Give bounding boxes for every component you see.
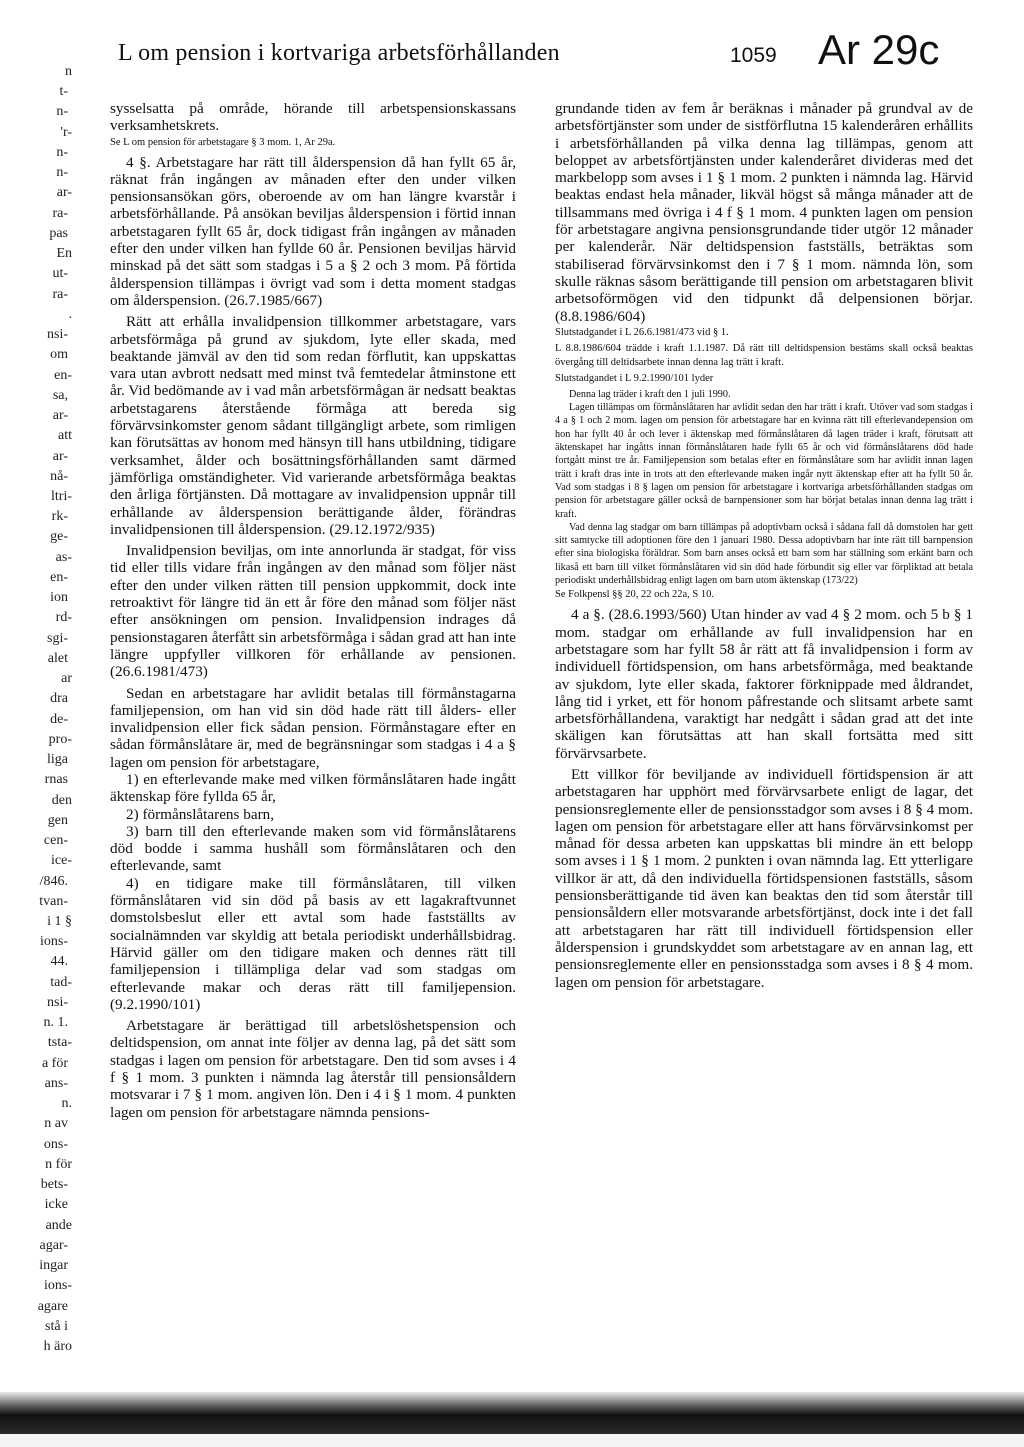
margin-fragment: en- [50, 569, 68, 585]
reference-note: Slutstadgandet i L 26.6.1981/473 vid § 1. [555, 326, 729, 338]
margin-fragment: ar- [56, 185, 72, 201]
list-item: 1) en efterlevande make med vilken förmånslåtaren hade ingått äktenskap före fyllda 65 år, [110, 770, 516, 806]
margin-fragment: agar- [39, 1237, 68, 1253]
margin-fragment: ltri- [51, 489, 72, 504]
margin-fragment: den [51, 792, 72, 808]
margin-fragment: sa, [52, 387, 68, 403]
margin-fragment: ans- [44, 1075, 68, 1091]
margin-fragment: n. 1. [43, 1015, 68, 1031]
scan-edge-margin [0, 1434, 1024, 1447]
margin-fragment: n- [56, 165, 68, 181]
margin-fragment: pas [49, 225, 68, 241]
margin-fragment: stå i [45, 1318, 68, 1334]
reference-note: Se Folkpensl §§ 20, 22 och 22a, S 10. [555, 589, 714, 601]
margin-fragment: 44. [50, 954, 68, 970]
margin-fragment: n för [45, 1156, 72, 1172]
margin-fragment: agare [37, 1298, 68, 1314]
margin-fragment: om [50, 347, 68, 363]
margin-fragment: ons- [43, 1136, 68, 1152]
margin-fragment: tvan- [39, 893, 68, 909]
paragraph: sysselsatta på område, hörande till arbetspensionskassans verksamhetskrets. [110, 100, 516, 135]
paragraph: grundande tiden av fem år beräknas i månader på grundval av de arbetsförtjänster som under de sistförflutna 15 kalenderåren erhållits i arbetsförhållanden på vilka denna lag tillämpas, genom att beloppet av arbetsförtjänsten under kalenderåret divideras med det markbelopp som avses i 1 § 1 mom. 2 punkten i nämnda lag. Härvid beaktas endast hela månader, likväl högst så många månader att de tillsammans med övriga i 4 f § 1 mom. 4 punkten lagen om pension för arbetstagare angivna pensionsgrundande tider utgör 12 månader per kalenderår. När deltidspension fastställs, beträktas som stabiliserad förvärvsinkomst den i 7 § 1 mom. nämnda lön, som skulle räknas såsom berättigande till pension om arbetstagaren blivit arbetsoförmögen vid den tidpunkt då delpensionen börjar. (8.8.1986/604) [555, 100, 973, 325]
margin-fragment: icke [44, 1197, 68, 1213]
margin-fragment: ra- [52, 205, 68, 221]
margin-fragment: tsta- [47, 1035, 72, 1051]
margin-fragment: ice- [51, 853, 72, 869]
margin-fragment: n. [61, 1096, 72, 1112]
margin-fragment: i 1 § [47, 914, 72, 929]
margin-fragment: ion [50, 590, 68, 606]
margin-fragment: pro- [48, 731, 72, 747]
margin-fragment: /846. [39, 873, 68, 889]
left-column [110, 100, 516, 1121]
margin-fragment: rk- [51, 509, 68, 525]
margin-fragment: n- [56, 104, 68, 120]
margin-fragment: ions- [40, 934, 68, 950]
margin-fragment: ingar [39, 1258, 68, 1274]
margin-fragment: att [58, 428, 72, 444]
paragraph: 4 §. Arbetstagare har rätt till ålderspension då han fyllt 65 år, räknat från ingången av månaden efter den under vilken pensionsansökan görs, oberoende av om han längre kvarstår i arbetsförhållande. På ansökan beviljas ålderspension i förtid innan arbetstagaren fyllt 65 år, dock tidigast från ingången av månaden efter den under vilken han fyllde 60 år. Pensionen beviljas härvid minskad på det sätt som stadgas i 5 a § 2 och 3 mom. På förtida ålderspension tillämpas i övrigt vad som i detta moment stadgas om ålderspension. (26.7.1985/667) [110, 153, 516, 309]
paragraph: Sedan en arbetstagare har avlidit betalas till förmånstagarna familjepension, om han vid sin död hade rätt till ålders- eller invalidpension eller fick sådan pension. Förmånstagare efter en sådan förmånslåtare är, med de begränsningar som stadgas i 4 a § lagen om pension för arbetstagare, [110, 684, 516, 771]
margin-fragment: ra- [52, 286, 68, 302]
margin-fragment: rnas [44, 772, 68, 788]
page-number: 1059 [730, 44, 777, 67]
margin-fragment: ar- [52, 408, 68, 424]
margin-fragment: 'r- [60, 124, 72, 140]
running-header-title: L om pension i kortvariga arbetsförhållanden [118, 40, 560, 66]
margin-fragment: t- [59, 84, 68, 100]
margin-fragment: cen- [43, 833, 68, 849]
margin-fragment: n [65, 64, 72, 79]
margin-fragment: ar [61, 671, 72, 687]
margin-fragment: nå- [50, 468, 68, 484]
margin-fragment: en- [54, 367, 72, 383]
margin-fragment: alet [47, 650, 68, 666]
paragraph: Rätt att erhålla invalidpension tillkommer arbetstagare, vars arbetsförmåga på grund av sjukdom, lyte eller skada, med beaktande jämväl av den tid som redan förflutit, kan uppskattas vara utan avbrott nedsatt med minst två femtedelar åtminstone ett år. Vid bedömande av i vad mån arbetsförmågan är nedsatt beaktas arbetstagarens återstående förmåga att bereda sig förvärvsinkomster genom sådant tillgängligt arbete, som rimligen kan förutsättas av honom med hänsyn till hans utbildning, tidigare verksamhet, ålder och bosättningsförhållanden samt därmed jämförliga omständigheter. Vid varierande arbetsförmåga beaktas den årliga förtjänsten. Då mottagare av invalidpension uppnår till erhållande av ålderspension berättigande ålder, förändras invalidpensionen till ålderspension. (29.12.1972/935) [110, 313, 516, 538]
margin-fragment: En [56, 246, 72, 262]
margin-fragment: ande [45, 1217, 72, 1233]
margin-fragment: sgi- [47, 630, 68, 646]
margin-fragment: nsi- [47, 994, 68, 1010]
margin-fragment: n- [56, 144, 68, 160]
list-item: 3) barn till den efterlevande maken som vid förmånslåtarens död bodde i samma hushåll som förmånslåtaren och den efterlevande, samt [110, 822, 516, 875]
section-marker: Ar 29c [818, 26, 940, 73]
margin-fragment: . [68, 306, 72, 322]
scan-edge-bar [0, 1392, 1024, 1434]
paragraph: Arbetstagare är berättigad till arbetslöshetspension och deltidspension, om annat inte följer av denna lag, på det sätt som stadgas i lagen om pension för arbetstagare. Den tid som avses i 4 f § 1 mom. 3 punkten i nämnda lag återstår till pensionsåldern motsvarar i 7 § 1 mom. angiven lön. Den i 4 i § 1 mom. 4 punkten lagen om pension för arbetstagare nämnda pensions- [110, 1017, 516, 1121]
margin-fragment: ions- [44, 1278, 72, 1294]
margin-fragment: h äro [43, 1339, 72, 1354]
margin-fragment: as- [55, 549, 72, 565]
margin-fragment: ut- [52, 266, 68, 282]
reference-note: Se L om pension för arbetstagare § 3 mom. 1, Ar 29a. [110, 136, 336, 148]
margin-fragment: liga [47, 752, 68, 768]
list-item: 2) förmånslåtarens barn, [126, 805, 275, 823]
margin-fragment: a för [41, 1055, 68, 1071]
margin-fragment: bets- [40, 1177, 68, 1193]
margin-fragment: gen [47, 812, 68, 828]
reference-note: L 8.8.1986/604 trädde i kraft 1.1.1987. Då rätt till deltidspension bestäms skall också beaktas övergång till deltidsarbete innan denna lag trätt i kraft. [555, 342, 973, 368]
right-column [555, 100, 973, 991]
reference-note: Slutstadgandet i L 9.2.1990/101 lyder [555, 372, 714, 384]
paragraph: 4 a §. (28.6.1993/560) Utan hinder av vad 4 § 2 mom. och 5 b § 1 mom. stadgar om erhållande av full invalidpension har en arbetstagare som har fyllt 58 år rätt att få invalidpension i form av individuell förtidspension, om hans arbetsförmåga, med beaktande av sjukdom, lyte eller skada, faktorer förknippade med åldrandet, lång tid i yrket, ett för honom påfrestande och slitsamt arbete samt arbetsförhållandena, varaktigt har nedgått i sådan grad att det inte skäligen kan förutsättas att han skall fortsätta med sitt förvärvsarbete. [555, 606, 973, 762]
margin-fragment: rd- [55, 610, 72, 626]
margin-fragment: ge- [50, 529, 68, 545]
list-item: 4) en tidigare make till förmånslåtaren, till vilken förmånslåtaren vid sin död på basis av ett lagakraftvunnet domstolsbeslut eller ett avtal som hade fastställts av socialnämnden var skyldig att betala periodiskt underhållsbidrag. Härvid gäller om den tidigare maken och dennes rätt till familjepension i tillämpliga delar vad som stadgas om efterlevande makar och deras rätt till familjepension. (9.2.1990/101) [110, 874, 516, 1013]
margin-fragment: nsi- [47, 327, 68, 343]
margin-fragment: dra [50, 691, 68, 707]
margin-fragment: de- [50, 711, 68, 727]
fine-print-paragraph: Lagen tillämpas om förmånslåtaren har avlidit sedan den har trätt i kraft. Utöver vad som stadgas i 4 a § 1 och 2 mom. lagen om pension för arbetstagare har en kvinna rätt till efterlevandepension om hon har fyllt 40 år och lever i äktenskap med förmånslåtaren då lagen träder i kraft, förutsatt att äktenskapet har ingåtts innan förmånslåtaren hade fyllt 65 år och vid förmånslåtarens död hade fortgått minst tre år. Familjepension som betalas efter en förmånslåtare som har avlidit innan lagen trätt i kraft dras inte in trots att den efterlevande maken ingår nytt äktenskap efter att ha fyllt 50 år. Vad som stadgas i 8 § lagen om pension för arbetstagare i kortvariga arbetsförhållanden stadgas om pension för arbetstagare gäller också de barnpensioner som har börjat betalas innan denna lag trätt i kraft. [555, 402, 973, 520]
fine-print-paragraph: Vad denna lag stadgar om barn tillämpas på adoptivbarn också i sådana fall då domstolen har gett sitt samtycke till adoptionen före den 1 januari 1980. Dessa adoptivbarn har inte rätt till barnpension efter sina biologiska föräldrar. Som barn anses också ett barn som har ställning som erkänt barn och likaså ett barn till vilket förmånslåtaren vid sin död hade förbundit sig eller var förpliktad att betala periodiskt underhållsbidrag enligt lagen om barn utom äktenskap (173/22) [555, 521, 973, 587]
margin-fragment: tad- [50, 974, 72, 990]
paragraph: Invalidpension beviljas, om inte annorlunda är stadgat, för viss tid eller tills vidare från ingången av den månad som följer näst efter den under vilken rätten till pension uppkommit, dock inte retroaktivt för längre tid än ett år före den månad som följer näst efter ansökningen om pension. Invalidpension indrages då pensionstagaren återfått sin arbetsförmåga i sådan grad att han inte längre uppfyller villkoren för erhållande av pensionen. (26.6.1981/473) [110, 542, 516, 681]
fine-print-paragraph: Denna lag träder i kraft den 1 juli 1990. [569, 388, 731, 400]
paragraph: Ett villkor för beviljande av individuell förtidspension är att arbetstagaren har upphört med förvärvsarbete enligt de lagar, det pensionsreglemente eller de pensionsstadgor som avses i 8 § 4 mom. lagen om pension för arbetstagare eller att hans förvärvsinkomst per månad för dessa arbeten kan uppskattas bli mindre än ett belopp som avses i 1 § 1 mom. 2 punkten i ovan nämnda lag. Ett ytterligare villkor är att, då den individuella förtidspensionen fastställs, såsom pensionsberättigande tid även kan beaktas den tid som återstår till pensionsåldern eller motsvarande arbetsförtjänst, dock inte i det fall att arbetstagaren har rätt till individuell förtidspension eller ålderspension i grundskyddet som arbetstagare av en annan lag, ett pensionsreglemente eller en pensionsstadga som avses i 8 § 4 mom. lagen om pension för arbetstagare. [555, 765, 973, 991]
margin-fragment: ar- [52, 448, 68, 464]
margin-fragment: n av [44, 1116, 68, 1132]
